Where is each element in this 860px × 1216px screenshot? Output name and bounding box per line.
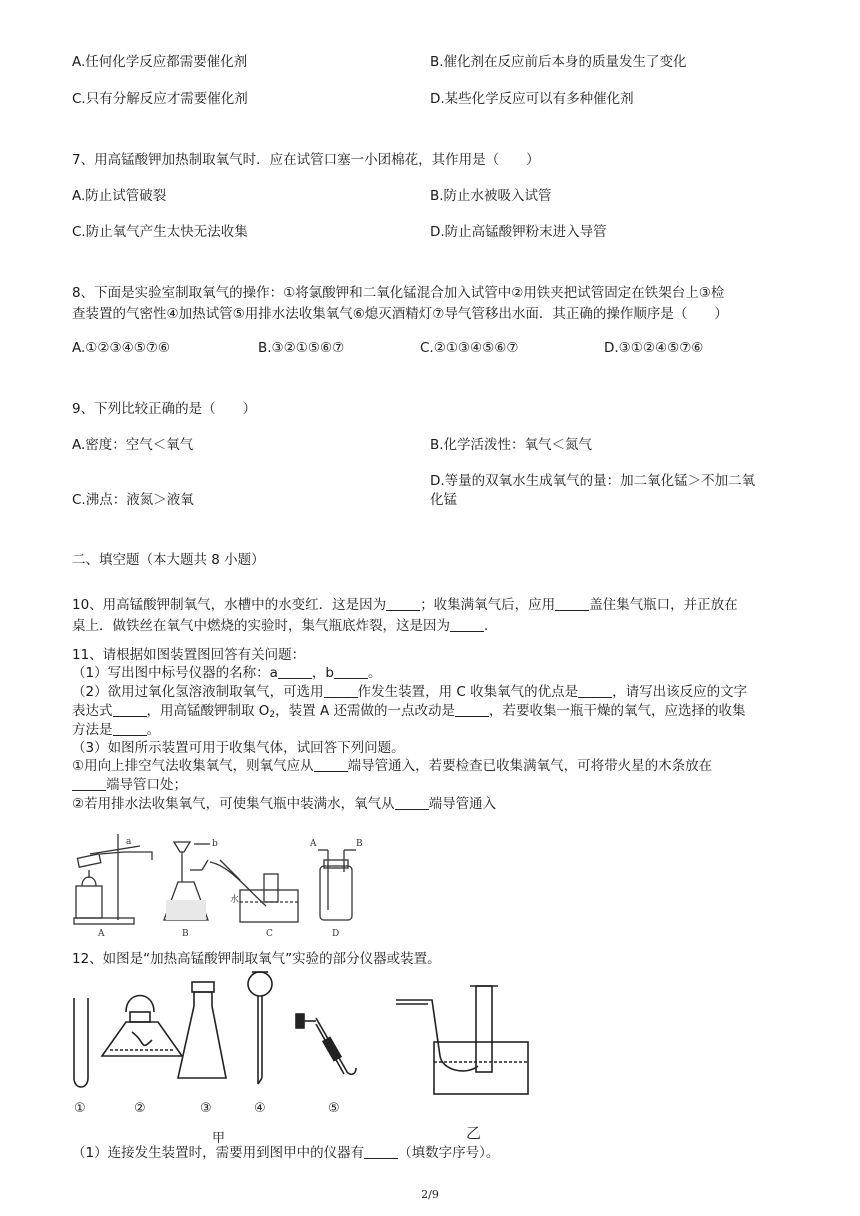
fig-label-b: B <box>182 929 189 939</box>
q11-sub2-line1 <box>72 683 747 702</box>
q11-sub3-1-text-c: 端导管口处； <box>106 777 187 793</box>
q9-option-a: A.密度：空气＜氧气 <box>72 437 194 453</box>
q11-blank-g[interactable] <box>113 721 147 736</box>
q6-option-d: D.某些化学反应可以有多种催化剂 <box>430 91 634 107</box>
q11-sub3-2 <box>72 795 496 814</box>
fig-top-a: A <box>310 839 317 849</box>
q11-sub1-text-b: ，b <box>311 665 334 681</box>
q9-option-d-line1: D.等量的双氧水生成氧气的量：加二氧化锰＞不加二氧 <box>430 473 756 489</box>
fig-mark-a: a <box>126 837 132 847</box>
q11-sub2-text-g: ，若要收集一瓶干燥的氧气，应选择的收集 <box>488 703 746 719</box>
q11-sub2-text-f: ，装置 A 还需做的一点改动是 <box>275 703 455 719</box>
q7-option-b: B.防止水被吸入试管 <box>430 188 552 204</box>
q11-sub3-1-line1 <box>72 757 712 776</box>
q12-label-yi: 乙 <box>466 1124 482 1142</box>
q12-sub1 <box>72 1144 499 1163</box>
q12-num-5: ⑤ <box>328 1101 340 1116</box>
q9-option-b: B.化学活泼性：氧气＜氮气 <box>430 437 593 453</box>
q7-stem: 7、用高锰酸钾加热制取氧气时．应在试管口塞一小团棉花，其作用是（ ） <box>72 152 540 168</box>
q9-option-d-line2: 化锰 <box>430 492 457 508</box>
q8-option-c: C.②①③④⑤⑥⑦ <box>420 340 519 356</box>
q11-apparatus-figure <box>70 830 370 942</box>
q8-stem-line2: 查装置的气密性④加热试管⑤用排水法收集氧气⑥熄灭酒精灯⑦导气管移出水面．其正确的操作顺序是（ ） <box>72 306 728 322</box>
q11-blank-j[interactable] <box>395 795 429 810</box>
q11-sub1 <box>72 664 381 683</box>
q11-blank-d[interactable] <box>578 683 612 698</box>
q6-option-c: C.只有分解反应才需要催化剂 <box>72 91 248 107</box>
q11-sub2-text-b: 作发生装置，用 C 收集氧气的优点是 <box>357 684 579 700</box>
q11-sub3-2-text-a: ②若用排水法收集氧气，可使集气瓶中装满水，氧气从 <box>72 796 395 812</box>
q11-blank-b[interactable] <box>334 664 368 679</box>
q11-stem: 11、请根据如图装置图回答有关问题： <box>72 647 306 663</box>
q7-option-a: A.防止试管破裂 <box>72 188 167 204</box>
q11-sub2-text-c: ，请写出该反应的文字 <box>612 684 748 700</box>
q12-apparatus-figure <box>66 966 526 1146</box>
section-heading: 二、填空题（本大题共 8 小题） <box>72 552 265 568</box>
q8-stem-line1: 8、下面是实验室制取氧气的操作：①将氯酸钾和二氧化锰混合加入试管中②用铁夹把试管固定在铁架台上③检 <box>72 285 725 301</box>
q11-sub2-text-a: （2）欲用过氧化氢溶液制取氧气，可选用 <box>72 684 324 700</box>
q11-sub2-text-e: ，用高锰酸钾制取 O <box>146 703 270 719</box>
q11-sub2-line2 <box>72 702 745 725</box>
q10-line1 <box>72 596 738 615</box>
fig-label-c: C <box>266 929 273 939</box>
q11-sub3-2-text-b: 端导管通入 <box>428 796 497 812</box>
q11-sub1-text-c: 。 <box>367 665 382 681</box>
q10-text-2: ；收集满氧气后，应用 <box>420 597 556 613</box>
q11-sub2-line3 <box>72 721 160 740</box>
q10-blank-2[interactable] <box>555 596 589 611</box>
q11-sub3-1-text-b: 端导管通入，若要检查已收集满氧气，可将带火星的木条放在 <box>347 758 713 774</box>
q10-text-1: 10、用高锰酸钾制氧气，水槽中的水变红．这是因为 <box>72 597 387 613</box>
q11-blank-c[interactable] <box>324 683 358 698</box>
q11-sub1-text-a: （1）写出图中标号仪器的名称：a <box>72 665 278 681</box>
q12-num-1: ① <box>74 1101 86 1116</box>
fig-mark-b: b <box>212 839 218 849</box>
q10-text-5: ． <box>484 618 498 634</box>
q11-blank-h[interactable] <box>314 757 348 772</box>
q10-line2 <box>72 617 498 636</box>
q9-stem: 9、下列比较正确的是（ ） <box>72 401 257 417</box>
q11-subscript-2: 2 <box>269 710 276 720</box>
q12-label-jia: 甲 <box>212 1131 226 1146</box>
q7-option-d: D.防止高锰酸钾粉末进入导管 <box>430 224 607 240</box>
q11-sub2-text-i: 。 <box>146 722 160 738</box>
q8-option-d: D.③①②④⑤⑦⑥ <box>604 340 704 356</box>
fig-label-a: A <box>98 929 105 939</box>
q9-option-c: C.沸点：液氮＞液氧 <box>72 492 194 508</box>
fig-water-label: 水 <box>230 895 240 905</box>
q10-blank-3[interactable] <box>450 617 484 632</box>
q12-sub1-text-a: （1）连接发生装置时，需要用到图甲中的仪器有 <box>72 1145 365 1161</box>
page-number: 2/9 <box>421 1188 439 1201</box>
q6-option-b: B.催化剂在反应前后本身的质量发生了变化 <box>430 54 687 70</box>
q10-text-4: 桌上．做铁丝在氧气中燃烧的实验时，集气瓶底炸裂，这是因为 <box>72 618 450 634</box>
q10-blank-1[interactable] <box>386 596 420 611</box>
q11-sub2-text-h: 方法是 <box>72 722 113 738</box>
fig-label-d: D <box>332 929 340 939</box>
q12-sub1-text-b: （填数字序号）。 <box>398 1145 500 1161</box>
q10-text-3: 盖住集气瓶口，并正放在 <box>589 597 738 613</box>
q11-blank-f[interactable] <box>455 702 489 717</box>
q6-option-a: A.任何化学反应都需要催化剂 <box>72 54 248 70</box>
q11-blank-i[interactable] <box>72 776 106 791</box>
q11-blank-a[interactable] <box>278 664 312 679</box>
q11-sub3-1-text-a: ①用向上排空气法收集氧气，则氧气应从 <box>72 758 314 774</box>
fig-top-b: B <box>356 839 363 849</box>
q12-stem: 12、如图是“加热高锰酸钾制取氧气”实验的部分仪器或装置。 <box>72 951 441 967</box>
q12-num-2: ② <box>134 1101 146 1116</box>
q8-option-a: A.①②③④⑤⑦⑥ <box>72 340 171 356</box>
q11-sub2-text-d: 表达式 <box>72 703 113 719</box>
q12-blank-1[interactable] <box>364 1144 398 1159</box>
q7-option-c: C.防止氧气产生太快无法收集 <box>72 224 248 240</box>
q11-blank-e[interactable] <box>113 702 147 717</box>
q12-num-4: ④ <box>254 1101 266 1116</box>
q8-option-b: B.③②①⑤⑥⑦ <box>258 340 345 356</box>
q11-sub3-1-line2 <box>72 776 187 795</box>
q12-num-3: ③ <box>200 1101 212 1116</box>
q11-sub3: （3）如图所示装置可用于收集气体，试回答下列问题。 <box>72 740 405 756</box>
